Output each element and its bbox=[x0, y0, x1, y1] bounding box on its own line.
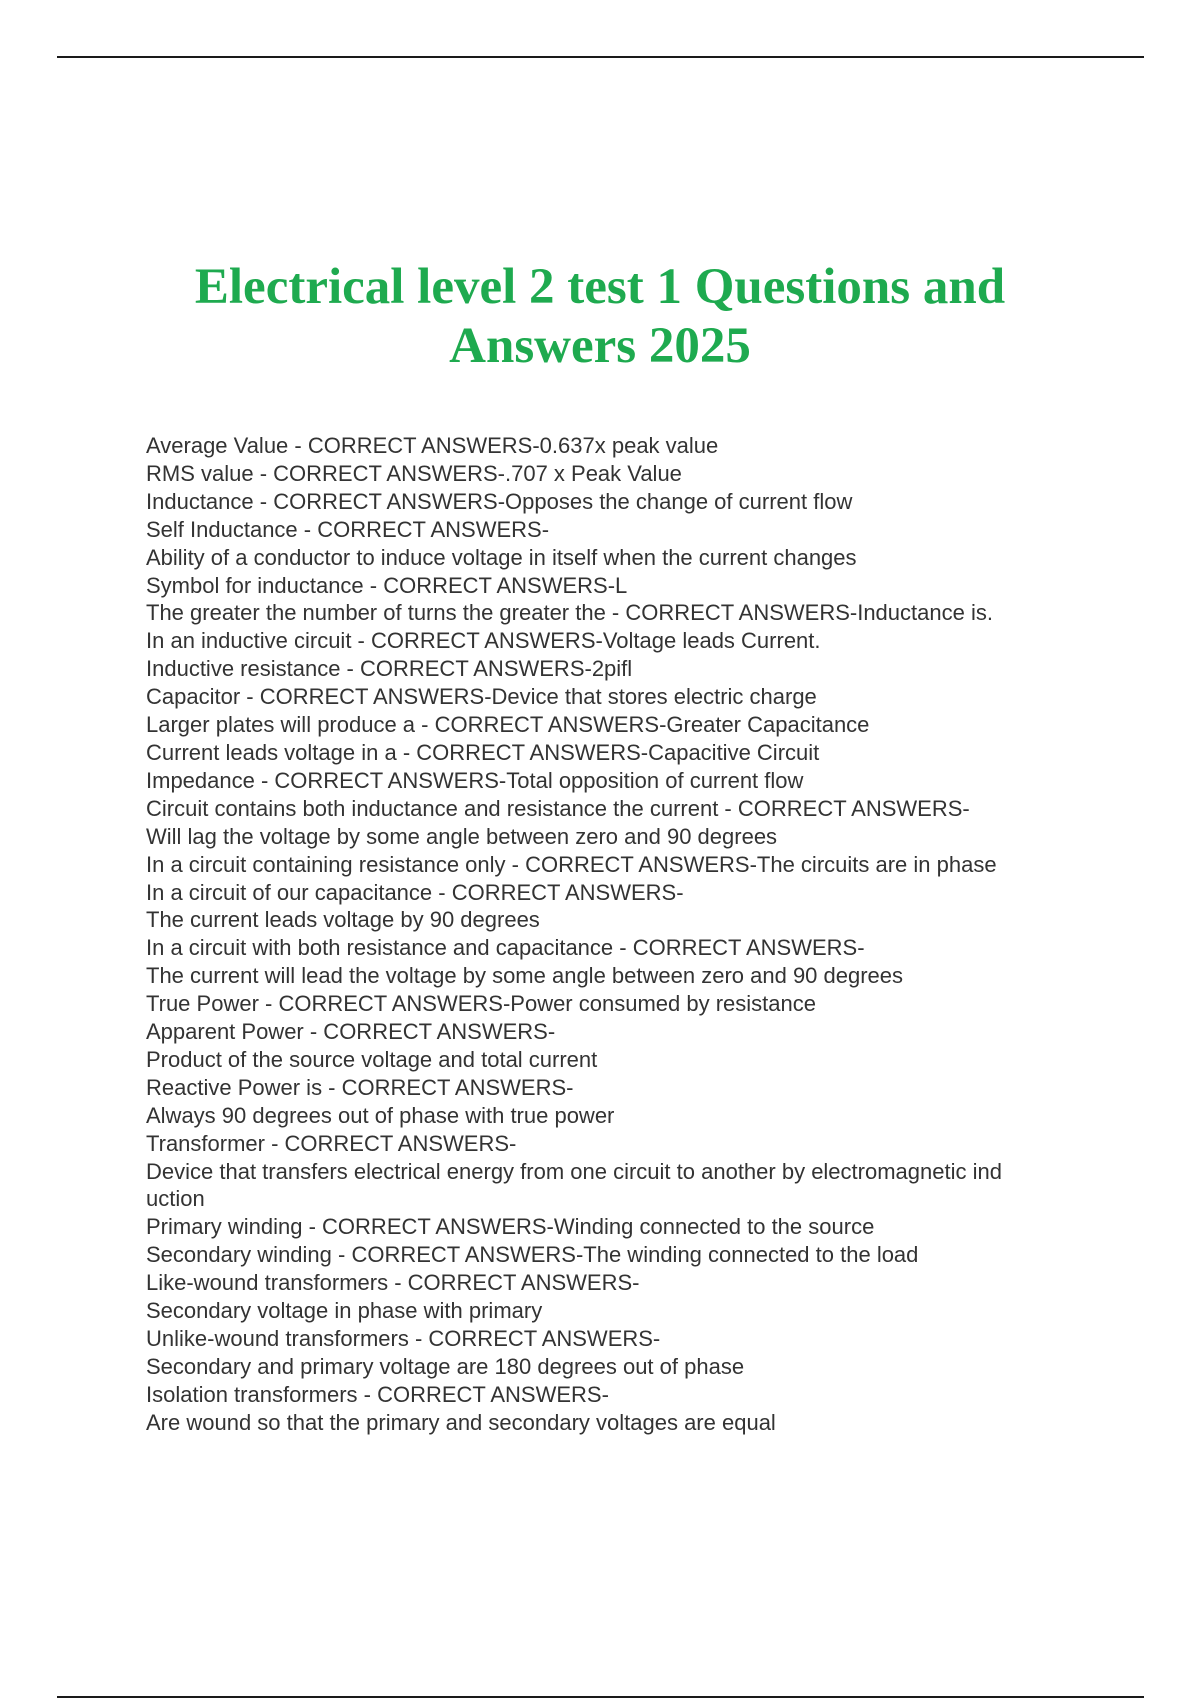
document-title bbox=[100, 258, 1100, 376]
qa-line: Secondary voltage in phase with primary bbox=[146, 1298, 543, 1324]
qa-line: Symbol for inductance - CORRECT ANSWERS-L bbox=[146, 572, 628, 598]
qa-line: uction bbox=[146, 1186, 205, 1212]
header-rule bbox=[57, 56, 1144, 58]
qa-line: Device that transfers electrical energy from one circuit to another by electromagnetic ind bbox=[146, 1158, 1002, 1184]
qa-line: Impedance - CORRECT ANSWERS-Total opposition of current flow bbox=[146, 767, 804, 793]
qa-line: Primary winding - CORRECT ANSWERS-Winding connected to the source bbox=[146, 1214, 875, 1240]
qa-line: In a circuit of our capacitance - CORRECT ANSWERS- bbox=[146, 879, 684, 905]
qa-line: Always 90 degrees out of phase with true power bbox=[146, 1102, 615, 1128]
qa-line: Capacitor - CORRECT ANSWERS-Device that stores electric charge bbox=[146, 684, 817, 710]
footer-rule bbox=[57, 1696, 1144, 1698]
qa-line: Like-wound transformers - CORRECT ANSWERS- bbox=[146, 1270, 640, 1296]
qa-line: Apparent Power - CORRECT ANSWERS- bbox=[146, 1019, 556, 1045]
qa-line: RMS value - CORRECT ANSWERS-.707 x Peak Value bbox=[146, 460, 682, 486]
qa-line: Isolation transformers - CORRECT ANSWERS- bbox=[146, 1381, 609, 1407]
qa-line: Inductance - CORRECT ANSWERS-Opposes the change of current flow bbox=[146, 488, 853, 514]
qa-line: Secondary winding - CORRECT ANSWERS-The winding connected to the load bbox=[146, 1242, 919, 1268]
qa-line: In an inductive circuit - CORRECT ANSWERS-Voltage leads Current. bbox=[146, 628, 821, 654]
qa-line: True Power - CORRECT ANSWERS-Power consumed by resistance bbox=[146, 991, 816, 1017]
title-line-1: Electrical level 2 test 1 Questions and bbox=[194, 259, 1006, 315]
qa-line: Circuit contains both inductance and resistance the current - CORRECT ANSWERS- bbox=[146, 795, 970, 821]
qa-line: Inductive resistance - CORRECT ANSWERS-2pifl bbox=[146, 656, 633, 682]
qa-line: The greater the number of turns the greater the - CORRECT ANSWERS-Inductance is. bbox=[146, 600, 993, 626]
qa-line: Reactive Power is - CORRECT ANSWERS- bbox=[146, 1074, 574, 1100]
qa-line: Larger plates will produce a - CORRECT ANSWERS-Greater Capacitance bbox=[146, 712, 870, 738]
qa-line: In a circuit with both resistance and capacitance - CORRECT ANSWERS- bbox=[146, 935, 865, 961]
qa-line: Average Value - CORRECT ANSWERS-0.637x peak value bbox=[146, 433, 719, 458]
qa-line: Secondary and primary voltage are 180 degrees out of phase bbox=[146, 1353, 745, 1379]
qa-line: Unlike-wound transformers - CORRECT ANSWERS- bbox=[146, 1326, 661, 1351]
qa-line: In a circuit containing resistance only - CORRECT ANSWERS-The circuits are in phase bbox=[146, 851, 997, 877]
qa-line: Current leads voltage in a - CORRECT ANSWERS-Capacitive Circuit bbox=[146, 739, 820, 765]
qa-line: The current will lead the voltage by some angle between zero and 90 degrees bbox=[146, 963, 904, 989]
qa-line: The current leads voltage by 90 degrees bbox=[146, 907, 540, 933]
qa-line: Ability of a conductor to induce voltage in itself when the current changes bbox=[146, 544, 857, 570]
qa-line: Will lag the voltage by some angle between zero and 90 degrees bbox=[146, 823, 778, 849]
qa-list bbox=[146, 432, 1146, 1437]
qa-line: Self Inductance - CORRECT ANSWERS- bbox=[146, 516, 550, 542]
qa-line: Are wound so that the primary and secondary voltages are equal bbox=[146, 1409, 776, 1435]
qa-line: Product of the source voltage and total current bbox=[146, 1046, 598, 1072]
title-line-2: Answers 2025 bbox=[449, 318, 751, 374]
qa-line: Transformer - CORRECT ANSWERS- bbox=[146, 1130, 517, 1156]
